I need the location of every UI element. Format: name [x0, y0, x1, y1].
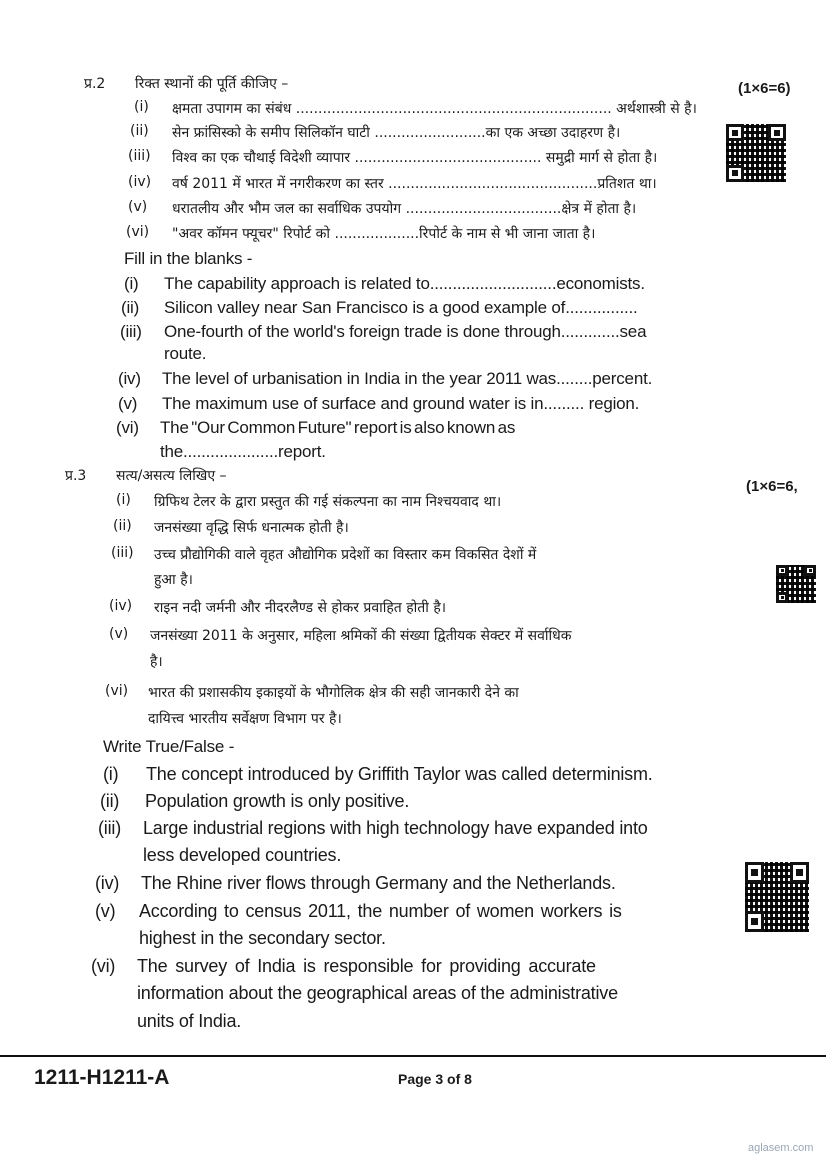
q2-heading-hindi: रिक्त स्थानों की पूर्ति कीजिए – — [135, 76, 289, 92]
q2-en-line-5: The maximum use of surface and ground water is in......... region. — [162, 394, 640, 413]
q2-hi-num-3: (iii) — [128, 148, 151, 164]
qr-code-icon — [776, 565, 816, 603]
q3-marks: (1×6=6, — [746, 478, 798, 495]
q3-hi-text-4: राइन नदी जर्मनी और नीदरलैण्ड से होकर प्रवाहित होती है। — [154, 600, 447, 616]
q2-marks: (1×6=6) — [738, 80, 791, 97]
q2-en-num-5: (v) — [118, 394, 138, 413]
q3-en-num-5: (v) — [95, 901, 116, 921]
q2-hi-text-3: विश्व का एक चौथाई विदेशी व्यापार .......................................... समुद्री मार्ग से होता है। — [172, 150, 658, 166]
q2-en-line-3b: route. — [164, 344, 207, 363]
paper-code: 1211-H1211-A — [34, 1066, 170, 1089]
q3-hi-text-3a: उच्च प्रौद्योगिकी वाले वृहत औद्योगिक प्रदेशों का विस्तार कम विकसित देशों में — [154, 547, 537, 563]
q3-en-num-1: (i) — [103, 764, 119, 784]
q3-en-line-4: The Rhine river flows through Germany and the Netherlands. — [141, 873, 616, 893]
q2-en-num-3: (iii) — [120, 322, 142, 341]
footer-divider — [0, 1055, 826, 1057]
q3-hi-num-4: (iv) — [109, 598, 133, 614]
q2-hi-num-2: (ii) — [130, 123, 149, 139]
q2-number: प्र.2 — [84, 76, 106, 92]
q2-en-line-6b: the.....................report. — [160, 442, 326, 461]
q3-en-line-3a: Large industrial regions with high technology have expanded into — [143, 818, 648, 838]
q2-hi-text-1: क्षमता उपागम का संबंध ....................................................................... अर्थशास्त्री से है। — [172, 101, 697, 117]
q2-en-line-2: Silicon valley near San Francisco is a good example of................ — [164, 298, 638, 317]
q3-hi-num-6: (vi) — [105, 683, 129, 699]
q3-hi-text-5b: है। — [150, 654, 163, 670]
q3-hi-text-3b: हुआ है। — [154, 572, 193, 588]
q3-en-line-2: Population growth is only positive. — [145, 791, 410, 811]
q3-hi-num-3: (iii) — [111, 545, 134, 561]
q2-hi-text-6: "अवर कॉमन फ्यूचर" रिपोर्ट को ...................रिपोर्ट के नाम से भी जाना जाता है। — [172, 226, 596, 242]
q2-en-line-1: The capability approach is related to............................economists. — [164, 274, 645, 293]
q2-en-num-6: (vi) — [116, 418, 139, 437]
q2-hi-num-6: (vi) — [126, 224, 150, 240]
qr-code-icon — [745, 862, 809, 932]
q3-en-line-5b: highest in the secondary sector. — [139, 928, 386, 948]
q2-en-line-4: The level of urbanisation in India in the year 2011 was........percent. — [162, 369, 653, 388]
q3-en-line-6b: information about the geographical areas of the administrative — [137, 983, 618, 1003]
q3-hi-num-5: (v) — [109, 626, 129, 642]
q2-en-line-6a: The "Our Common Future" report is also known as — [160, 418, 516, 437]
q3-hi-text-5a: जनसंख्या 2011 के अनुसार, महिला श्रमिकों की संख्या द्वितीयक सेक्टर में सर्वाधिक — [150, 628, 572, 644]
q3-en-line-5a: According to census 2011, the number of women workers is — [139, 901, 622, 921]
q3-hi-num-2: (ii) — [113, 518, 132, 534]
q2-hi-text-2: सेन फ्रांसिस्को के समीप सिलिकॉन घाटी .........................का एक अच्छा उदाहरण है। — [172, 125, 621, 141]
q2-hi-num-4: (iv) — [128, 174, 152, 190]
q2-en-line-3a: One-fourth of the world's foreign trade is done through.............sea — [164, 322, 647, 341]
q2-hi-text-4: वर्ष 2011 में भारत में नगरीकरण का स्तर ...............................................प्रतिशत था। — [172, 176, 657, 192]
q3-hi-text-1: ग्रिफिथ टेलर के द्वारा प्रस्तुत की गई संकल्पना का नाम निश्चयवाद था। — [154, 494, 502, 510]
watermark: aglasem.com — [748, 1142, 814, 1154]
q3-en-num-6: (vi) — [91, 956, 116, 976]
q3-hi-text-6a: भारत की प्रशासकीय इकाइयों के भौगोलिक क्षेत्र की सही जानकारी देने का — [148, 685, 519, 701]
q3-hi-text-2: जनसंख्या वृद्धि सिर्फ धनात्मक होती है। — [154, 520, 349, 536]
q2-en-num-4: (iv) — [118, 369, 141, 388]
q3-en-num-3: (iii) — [98, 818, 121, 838]
page-number: Page 3 of 8 — [398, 1071, 472, 1087]
q2-heading-english: Fill in the blanks - — [124, 249, 253, 268]
q2-hi-num-1: (i) — [134, 99, 149, 115]
q3-en-line-6c: units of India. — [137, 1011, 242, 1031]
q3-en-num-4: (iv) — [95, 873, 120, 893]
q3-number: प्र.3 — [65, 468, 87, 484]
q3-en-line-6a: The survey of India is responsible for providing accurate — [137, 956, 596, 976]
q2-en-num-1: (i) — [124, 274, 139, 293]
q3-heading-hindi: सत्य/असत्य लिखिए – — [116, 468, 227, 484]
q3-heading-english: Write True/False - — [103, 737, 235, 756]
q3-hi-num-1: (i) — [116, 492, 131, 508]
q2-hi-num-5: (v) — [128, 199, 148, 215]
q3-en-line-3b: less developed countries. — [143, 845, 342, 865]
q3-en-line-1: The concept introduced by Griffith Taylor was called determinism. — [146, 764, 653, 784]
q3-hi-text-6b: दायित्त्व भारतीय सर्वेक्षण विभाग पर है। — [148, 711, 342, 727]
q3-en-num-2: (ii) — [100, 791, 120, 811]
q2-hi-text-5: धरातलीय और भौम जल का सर्वाधिक उपयोग ...................................क्षेत्र में होता है। — [172, 201, 637, 217]
q2-en-num-2: (ii) — [121, 298, 140, 317]
qr-code-icon — [726, 124, 786, 182]
